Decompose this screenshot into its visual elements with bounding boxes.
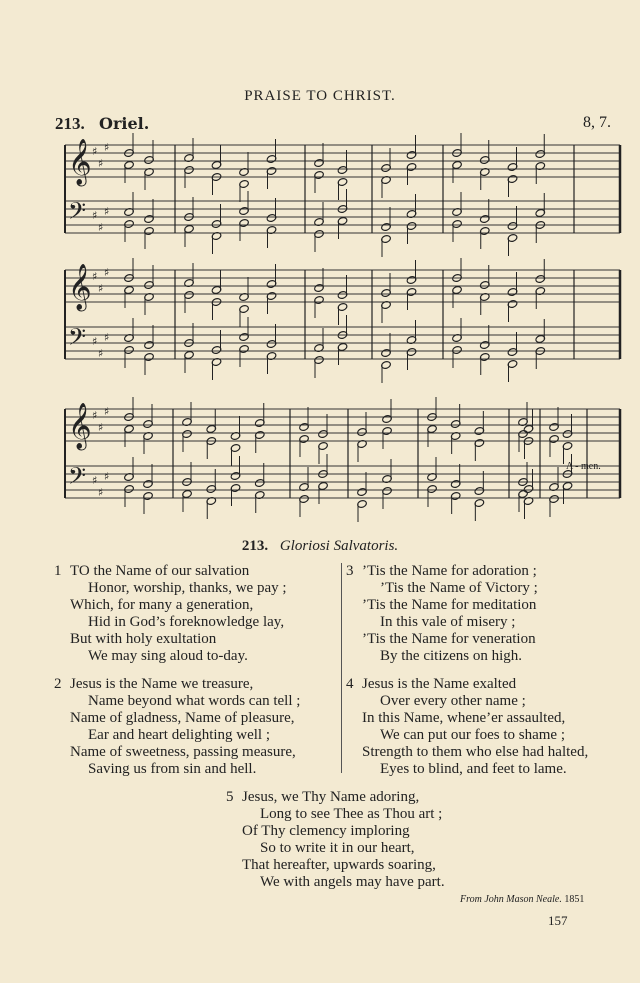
tune-number: 213. [55,114,85,133]
source-author: From John Mason Neale. [460,894,562,905]
treble-clef-icon: 𝄞 [68,403,92,449]
hymn-number: 213. [241,538,269,554]
sharp-icon: ♯ [104,205,110,218]
sharp-icon: ♯ [92,335,98,348]
stanza-line: But with holy exultation [70,631,217,647]
sharp-icon: ♯ [104,470,110,483]
amen-label: A - men. [566,461,601,472]
stanza-line: ’Tis the Name for veneration [362,631,536,647]
sharp-icon: ♯ [104,331,110,344]
stanza-2 [54,676,301,778]
page-number: 157 [548,913,568,928]
sharp-icon: ♯ [92,409,98,422]
sharp-icon: ♯ [98,347,104,360]
stanza-line: TO the Name of our salvation [70,563,250,579]
meter: 8, 7. [583,114,611,131]
stanza-1 [54,563,287,665]
sharp-icon: ♯ [104,141,110,154]
bass-clef-icon: 𝄢 [68,197,87,230]
hymn-title [0,538,640,555]
bass-clef-icon: 𝄢 [68,323,87,356]
stanza-5 [226,789,445,891]
sharp-icon: ♯ [92,270,98,283]
sharp-icon: ♯ [92,474,98,487]
hymn-latin-title: Gloriosi Salvatoris. [279,538,399,554]
sharp-icon: ♯ [92,209,98,222]
page-header: PRAISE TO CHRIST. [244,88,396,104]
stanza-line: Saving us from sin and hell. [88,761,257,777]
stanza-number: 2 [54,676,62,692]
stanza-line: In this vale of misery ; [380,614,516,630]
stanza-line: So to write it in our heart, [260,840,415,856]
stanza-line: Name of gladness, Name of pleasure, [70,710,295,726]
stanza-line: Name beyond what words can tell ; [88,693,301,709]
source-year: 1851 [564,894,585,905]
stanza-line: Strength to them who else had halted, [362,744,589,760]
source-attribution [460,894,584,905]
stanza-line: Name of sweetness, passing measure, [70,744,296,760]
stanza-4 [346,676,589,778]
stanza-line: Hid in God’s foreknowledge lay, [88,614,285,630]
sharp-icon: ♯ [104,266,110,279]
stanza-line: We with angels may have part. [260,874,445,890]
stanza-line: Jesus, we Thy Name adoring, [242,789,420,805]
sharp-icon: ♯ [98,486,104,499]
stanza-line: In this Name, whene’er assaulted, [362,710,566,726]
sharp-icon: ♯ [104,405,110,418]
stanza-line: Long to see Thee as Thou art ; [260,806,443,822]
sharp-icon: ♯ [98,221,104,234]
stanza-line: Ear and heart delighting well ; [88,727,271,743]
stanza-line: Jesus is the Name we treasure, [70,676,254,692]
stanza-number: 1 [54,563,62,579]
sharp-icon: ♯ [92,145,98,158]
column-divider [341,563,342,773]
stanza-line: We can put our foes to shame ; [380,727,565,743]
treble-clef-icon: 𝄞 [68,139,92,185]
stanza-3 [346,563,538,665]
stanza-line: ’Tis the Name for adoration ; [362,563,537,579]
sharp-icon: ♯ [98,421,104,434]
stanza-number: 5 [226,789,234,805]
stanza-number: 4 [346,676,354,692]
stanza-line: Eyes to blind, and feet to lame. [380,761,567,777]
sharp-icon: ♯ [98,282,104,295]
stanza-line: That hereafter, upwards soaring, [242,857,436,873]
sharp-icon: ♯ [98,157,104,170]
stanza-line: ’Tis the Name for meditation [362,597,537,613]
stanza-line: Honor, worship, thanks, we pay ; [88,580,287,596]
stanza-line: By the citizens on high. [380,648,523,664]
bass-clef-icon: 𝄢 [68,462,87,495]
tune-name: Oriel. [99,114,150,133]
stanza-number: 3 [346,563,354,579]
treble-clef-icon: 𝄞 [68,264,92,310]
stanza-line: Over every other name ; [380,693,526,709]
stanza-line: Of Thy clemency imploring [242,823,410,839]
stanza-line: ’Tis the Name of Victory ; [380,580,538,596]
stanza-line: We may sing aloud to-day. [88,648,248,664]
stanza-line: Jesus is the Name exalted [362,676,517,692]
stanza-line: Which, for many a generation, [70,597,254,613]
